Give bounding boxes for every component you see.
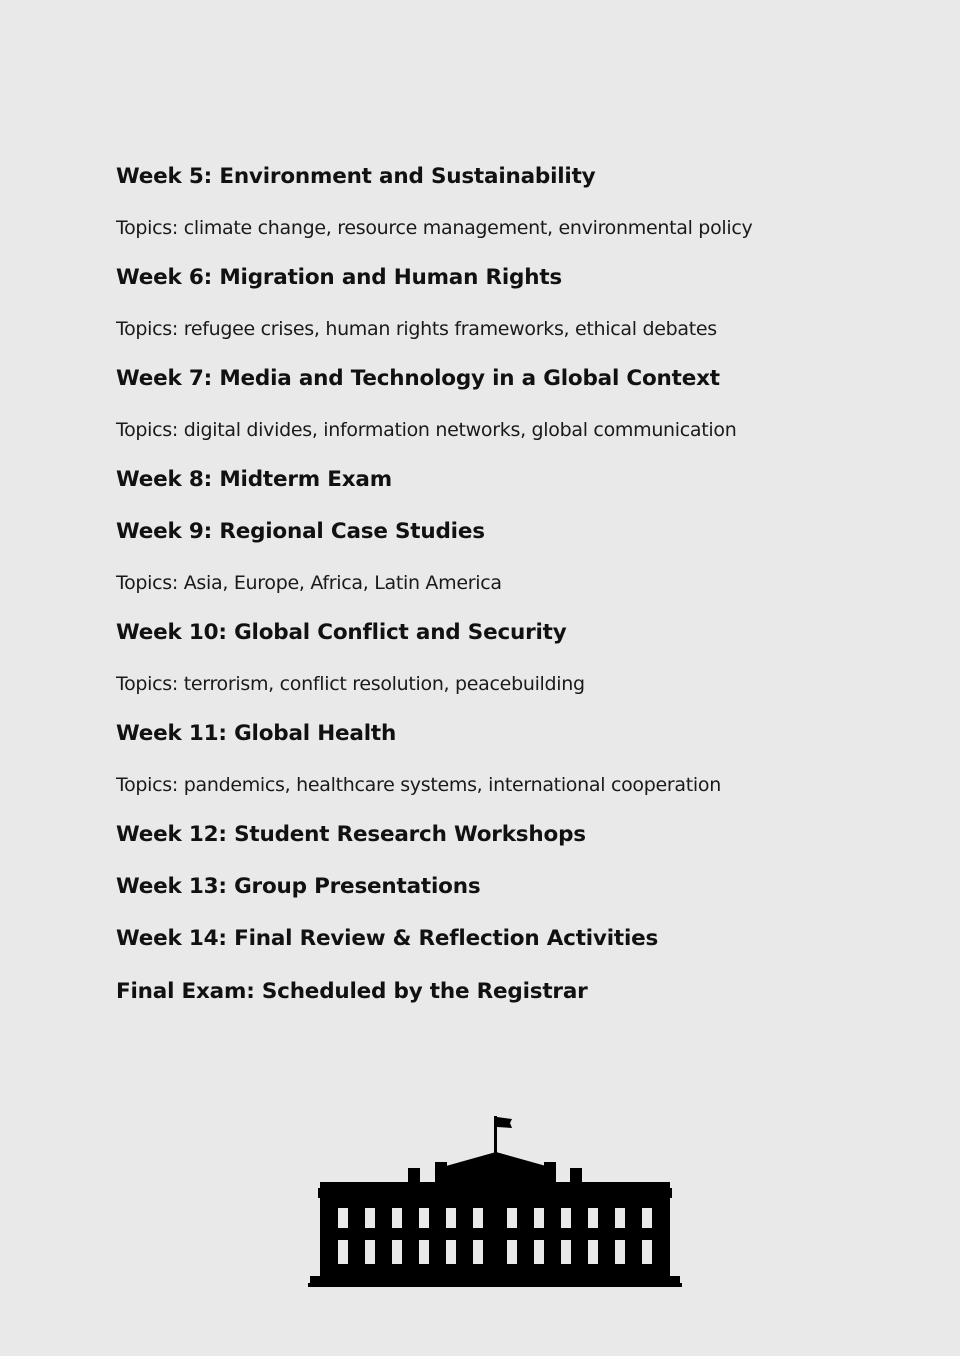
final-exam-heading: Final Exam: Scheduled by the Registrar (116, 979, 588, 1004)
week-5-heading: Week 5: Environment and Sustainability (116, 164, 596, 189)
week-9-topics: Topics: Asia, Europe, Africa, Latin America (116, 572, 502, 594)
week-11-topics: Topics: pandemics, healthcare systems, international cooperation (116, 774, 721, 796)
week-11-heading: Week 11: Global Health (116, 721, 397, 746)
week-5-topics: Topics: climate change, resource management, environmental policy (116, 217, 753, 239)
week-6-heading: Week 6: Migration and Human Rights (116, 265, 563, 290)
week-10-topics: Topics: terrorism, conflict resolution, peacebuilding (116, 673, 585, 695)
week-8-heading: Week 8: Midterm Exam (116, 467, 392, 492)
week-7-heading: Week 7: Media and Technology in a Global Context (116, 366, 720, 391)
government-building-icon (308, 1112, 682, 1290)
week-12-heading: Week 12: Student Research Workshops (116, 822, 586, 847)
week-6-topics: Topics: refugee crises, human rights frameworks, ethical debates (116, 318, 717, 340)
week-14-heading: Week 14: Final Review & Reflection Activities (116, 926, 659, 951)
week-13-heading: Week 13: Group Presentations (116, 874, 481, 899)
week-9-heading: Week 9: Regional Case Studies (116, 519, 485, 544)
week-7-topics: Topics: digital divides, information networks, global communication (116, 419, 737, 441)
week-10-heading: Week 10: Global Conflict and Security (116, 620, 567, 645)
